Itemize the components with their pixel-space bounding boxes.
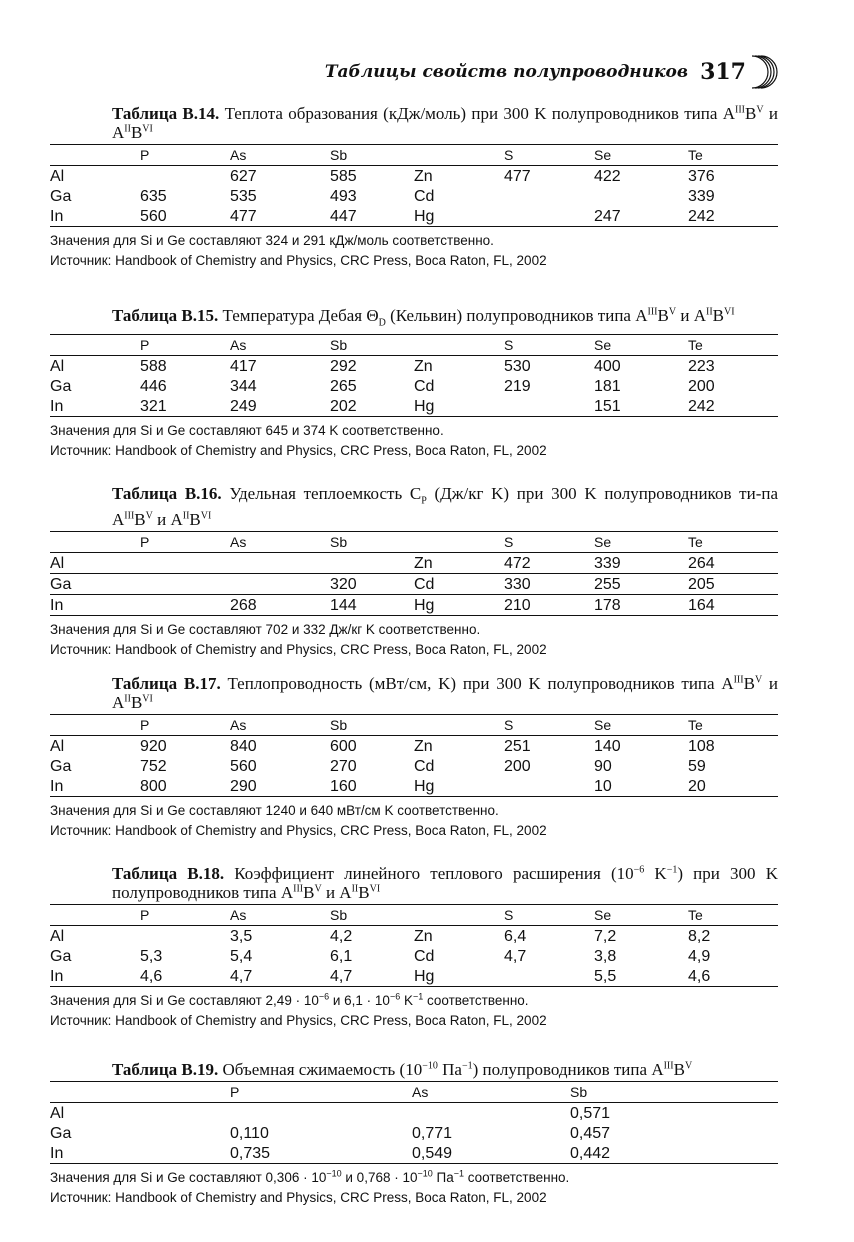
table-cell: 560	[140, 207, 167, 225]
column-header: Se	[594, 715, 688, 736]
table-row	[50, 1143, 778, 1164]
table-source: Источник: Handbook of Chemistry and Physics, CRC Press, Boca Raton, FL, 2002	[50, 1190, 547, 1205]
table-b19-block	[50, 1060, 778, 1208]
table-row	[50, 376, 778, 396]
table-b19	[50, 1081, 778, 1164]
table-label: Таблица B.17.	[112, 674, 221, 693]
table-row	[50, 946, 778, 966]
table-cell: 164	[688, 596, 715, 614]
table-cell: Ga	[50, 574, 140, 595]
table-label: Таблица B.15.	[112, 306, 219, 325]
table-cell: Hg	[414, 596, 435, 614]
table-row	[50, 966, 778, 987]
table-cell: 90	[594, 757, 612, 775]
table-b15-block	[50, 306, 778, 461]
table-row	[50, 356, 778, 377]
column-header: Sb	[330, 905, 414, 926]
table-cell: 585	[330, 167, 357, 185]
table-cell: 251	[504, 737, 531, 755]
table-b14-block	[50, 104, 778, 271]
table-cell: 247	[594, 207, 621, 225]
table-cell: Ga	[50, 1124, 72, 1142]
table-cell: 4,7	[330, 967, 353, 985]
column-header: S	[504, 145, 594, 166]
column-header: Te	[688, 335, 778, 356]
column-header: Te	[688, 145, 778, 166]
table-cell: Zn	[414, 737, 433, 755]
table-source: Источник: Handbook of Chemistry and Physics, CRC Press, Boca Raton, FL, 2002	[50, 443, 547, 459]
table-source: Источник: Handbook of Chemistry and Physics, CRC Press, Boca Raton, FL, 2002	[50, 823, 547, 838]
column-header: As	[412, 1082, 570, 1103]
table-row	[50, 396, 778, 417]
column-header: As	[230, 715, 330, 736]
table-cell: 140	[594, 737, 621, 755]
table-cell: 144	[330, 596, 357, 614]
table-cell	[504, 206, 594, 227]
table-cell	[504, 186, 594, 206]
table-cell: 202	[330, 397, 357, 415]
table-cell	[140, 166, 230, 187]
table-cell: 600	[330, 737, 357, 755]
column-header: P	[230, 1082, 412, 1103]
column-header: As	[230, 532, 330, 553]
table-label: Таблица B.19.	[112, 1060, 219, 1079]
column-header: As	[230, 905, 330, 926]
table-b17-caption: Таблица B.17. Теплопроводность (мВт/см, K) при 300 K полупроводников типа $A^{III}B^V$ и $A^{II}B^{VI}$	[112, 674, 779, 712]
table-cell: 242	[688, 397, 715, 415]
table-cell: In	[50, 1144, 64, 1162]
formula: $A^{III}B^V$ и $A^{II}B^{VI}$	[112, 510, 212, 530]
table-cell: 20	[688, 777, 706, 795]
column-header: Se	[594, 335, 688, 356]
table-cell: 242	[688, 207, 715, 225]
table-source: Источник: Handbook of Chemistry and Physics, CRC Press, Boca Raton, FL, 2002	[50, 642, 547, 658]
column-header	[414, 335, 504, 356]
formula: $A^{III}B^V$ и $A^{II}B^{VI}$	[112, 104, 778, 142]
table-note: Значения для Si и Ge составляют 1240 и 640 мВт/см K соответственно.	[50, 803, 499, 818]
table-cell	[594, 186, 688, 206]
table-cell: 268	[230, 596, 257, 614]
table-cell: 223	[688, 357, 715, 375]
table-b15-caption: Таблица B.15. Температура Дебая $\Theta_D$ (Кельвин) полупроводников типа $A^{III}B^V$ и $A^{II}B^{VI}$	[112, 306, 735, 329]
table-cell: 205	[688, 574, 778, 595]
formula: $A^{III}B^V$ и $A^{II}B^{VI}$	[635, 306, 735, 325]
table-cell: Al	[50, 927, 65, 945]
column-header: Se	[594, 532, 688, 553]
table-note: Значения для Si и Ge составляют 645 и 374 K соответственно.	[50, 423, 444, 439]
table-cell: 560	[230, 757, 257, 775]
table-b16	[50, 531, 778, 616]
table-row	[50, 595, 778, 616]
table-cell: 530	[504, 357, 531, 375]
table-cell: 270	[330, 757, 357, 775]
column-header: Sb	[330, 335, 414, 356]
table-cell: 10	[594, 777, 612, 795]
table-cell: 160	[330, 777, 357, 795]
table-cell: Zn	[414, 927, 433, 945]
table-cell: 151	[594, 397, 621, 415]
table-row	[50, 1123, 778, 1143]
table-row	[50, 736, 778, 757]
table-cell: 6,1	[330, 947, 353, 965]
table-cell	[140, 553, 230, 574]
table-b14-caption	[112, 104, 778, 142]
column-header	[414, 715, 504, 736]
table-cell	[230, 553, 330, 574]
column-header: As	[230, 145, 330, 166]
table-cell: 219	[504, 377, 531, 395]
table-cell: 264	[688, 553, 778, 574]
table-cell: 422	[594, 167, 621, 185]
table-cell	[330, 553, 414, 574]
table-cell: 800	[140, 777, 167, 795]
table-cell: 446	[140, 377, 167, 395]
table-row	[50, 1103, 778, 1124]
table-cell	[412, 1103, 570, 1124]
table-cell	[230, 1103, 412, 1124]
table-b14	[50, 144, 778, 227]
table-cell: 108	[688, 737, 715, 755]
table-cell: 0,110	[230, 1124, 269, 1142]
table-header-row	[50, 335, 778, 356]
table-cell: In	[50, 207, 64, 225]
table-row	[50, 776, 778, 797]
table-cell: 320	[330, 574, 414, 595]
table-cell	[504, 966, 594, 987]
table-cell: Ga	[50, 947, 72, 965]
table-cell: 178	[594, 596, 621, 614]
table-cell: In	[50, 967, 64, 985]
column-header	[414, 145, 504, 166]
table-cell: 417	[230, 357, 257, 375]
table-cell: Cd	[414, 187, 435, 205]
table-cell: Hg	[414, 777, 435, 795]
table-cell: 752	[140, 757, 167, 775]
table-cell	[140, 926, 230, 947]
table-cell: Cd	[414, 757, 435, 775]
table-cell: 0,771	[412, 1124, 453, 1142]
formula: $A^{III}B^V$ и $A^{II}B^{VI}$	[112, 674, 779, 712]
column-header	[414, 905, 504, 926]
table-header-row	[50, 145, 778, 166]
table-label: Таблица B.18.	[112, 864, 225, 883]
table-cell: 5,4	[230, 947, 253, 965]
column-header: S	[504, 905, 594, 926]
table-cell: 477	[504, 167, 531, 185]
table-cell	[504, 396, 594, 417]
column-header: Te	[688, 905, 778, 926]
table-cell: 4,2	[330, 927, 353, 945]
column-header	[50, 335, 140, 356]
column-header: Te	[688, 532, 778, 553]
table-header-row	[50, 1082, 778, 1103]
table-note: Значения для Si и Ge составляют $2,49 \cdot 10^{-6}$ и $6,1 \cdot 10^{-6}$ $K^{-1}$ соответственно.	[50, 991, 529, 1008]
table-cell: Cd	[414, 377, 435, 395]
table-cell: 7,2	[594, 927, 617, 945]
table-cell: 635	[140, 187, 167, 205]
table-cell: 8,2	[688, 927, 711, 945]
table-cell: 4,7	[230, 967, 253, 985]
table-note: Значения для Si и Ge составляют 324 и 291 кДж/моль соответственно.	[50, 233, 494, 248]
column-header: Sb	[330, 145, 414, 166]
table-cell: 400	[594, 357, 621, 375]
table-cell: Cd	[414, 574, 504, 595]
table-cell: Hg	[414, 397, 435, 415]
table-cell: 290	[230, 777, 257, 795]
table-cell: 840	[230, 737, 257, 755]
table-b17	[50, 714, 778, 797]
table-cell: Hg	[414, 967, 435, 985]
table-cell: 627	[230, 167, 257, 185]
table-cell	[140, 574, 230, 595]
table-source: Источник: Handbook of Chemistry and Physics, CRC Press, Boca Raton, FL, 2002	[50, 253, 547, 268]
table-cell: Al	[50, 357, 65, 375]
column-header: P	[140, 335, 230, 356]
table-cell: 200	[688, 377, 715, 395]
table-cell: Ga	[50, 187, 72, 205]
column-header	[414, 532, 504, 553]
table-note: Значения для Si и Ge составляют $0,306 \cdot 10^{-10}$ и $0,768 \cdot 10^{-10}$ $Па^{-1}$ соответственно.	[50, 1168, 570, 1185]
column-header: Te	[688, 715, 778, 736]
table-cell: In	[50, 596, 64, 614]
table-row	[50, 186, 778, 206]
column-header: P	[140, 145, 230, 166]
column-header: P	[140, 532, 230, 553]
column-header: P	[140, 715, 230, 736]
table-cell: 920	[140, 737, 167, 755]
table-cell: Ga	[50, 377, 72, 395]
table-cell: 181	[594, 377, 621, 395]
table-cell: 344	[230, 377, 257, 395]
table-cell: Ga	[50, 757, 72, 775]
table-cell: 5,5	[594, 967, 617, 985]
table-cell: In	[50, 777, 64, 795]
table-cell: Al	[50, 1104, 65, 1122]
table-cell: 200	[504, 757, 531, 775]
table-label: Таблица B.16.	[112, 484, 222, 503]
table-b18-block	[50, 864, 778, 1031]
column-header: S	[504, 335, 594, 356]
table-cell: 339	[594, 553, 688, 574]
table-b17-block	[50, 674, 778, 841]
table-cell: 4,9	[688, 947, 711, 965]
table-cell: In	[50, 397, 64, 415]
table-cell: 588	[140, 357, 167, 375]
table-cell: 493	[330, 187, 357, 205]
page-ornament-icon	[748, 52, 778, 92]
column-header	[50, 715, 140, 736]
table-cell: 3,5	[230, 927, 253, 945]
table-b18	[50, 904, 778, 987]
running-head	[325, 52, 778, 92]
table-cell	[140, 595, 230, 616]
table-cell: 4,6	[140, 967, 163, 985]
table-b16-caption: Таблица B.16. Удельная теплоемкость $C_P$ (Дж/кг K) при 300 K полупроводников ти-па $A^{III}B^V$ и $A^{II}B^{VI}$	[112, 484, 779, 530]
table-cell: Zn	[414, 167, 433, 185]
table-cell: 4,7	[504, 947, 527, 965]
table-cell: 4,6	[688, 967, 711, 985]
table-cell: 0,442	[570, 1144, 611, 1162]
table-cell: 59	[688, 757, 706, 775]
column-header	[50, 532, 140, 553]
table-cell: 376	[688, 167, 715, 185]
table-row	[50, 166, 778, 187]
table-cell: 477	[230, 207, 257, 225]
table-cell: 3,8	[594, 947, 617, 965]
table-cell	[504, 776, 594, 797]
table-row	[50, 206, 778, 227]
table-header-row	[50, 905, 778, 926]
table-cell: 265	[330, 377, 357, 395]
table-source: Источник: Handbook of Chemistry and Physics, CRC Press, Boca Raton, FL, 2002	[50, 1013, 547, 1028]
column-header: S	[504, 715, 594, 736]
table-header-row	[50, 532, 778, 553]
table-cell: Al	[50, 553, 140, 574]
running-title: Таблицы свойств полупроводников	[324, 62, 689, 82]
table-cell: 535	[230, 187, 257, 205]
table-row	[50, 574, 778, 595]
column-header	[50, 145, 140, 166]
table-cell: Al	[50, 737, 65, 755]
table-row	[50, 756, 778, 776]
table-cell: 447	[330, 207, 357, 225]
table-cell: 0,571	[570, 1104, 611, 1122]
table-cell: Cd	[414, 947, 435, 965]
page-number: 317	[700, 59, 746, 85]
table-row	[50, 553, 778, 574]
table-cell: 249	[230, 397, 257, 415]
table-cell: 0,735	[230, 1144, 271, 1162]
table-b19-caption: Таблица B.19. Объемная сжимаемость ($10^{-10}$ $Па^{-1}$) полупроводников типа $A^{III}B^V$	[112, 1060, 693, 1079]
column-header: S	[504, 532, 594, 553]
table-cell	[230, 574, 330, 595]
caption-text: Теплота образования (кДж/моль) при 300 K полупроводников типа	[219, 104, 718, 123]
column-header: Sb	[330, 532, 414, 553]
column-header	[50, 905, 140, 926]
formula: $A^{III}B^V$	[651, 1060, 693, 1079]
table-cell: 0,549	[412, 1144, 453, 1162]
column-header: Se	[594, 145, 688, 166]
table-row	[50, 926, 778, 947]
table-cell: 339	[688, 187, 715, 205]
table-cell: 292	[330, 357, 357, 375]
table-cell: 6,4	[504, 927, 527, 945]
table-cell: 472	[504, 553, 594, 574]
table-note: Значения для Si и Ge составляют 702 и 332 Дж/кг K соответственно.	[50, 622, 481, 638]
table-cell: 255	[594, 574, 688, 595]
table-cell: 330	[504, 574, 594, 595]
column-header: As	[230, 335, 330, 356]
table-cell: 0,457	[570, 1124, 611, 1142]
column-header: Sb	[330, 715, 414, 736]
table-b18-caption: Таблица B.18. Коэффициент линейного теплового расширения ($10^{-6}$ $K^{-1}$) при 300 K полупроводников типа $A^{III}B^V$ и $A^{II}B^{VI}$	[112, 864, 778, 902]
table-cell: Al	[50, 167, 65, 185]
table-cell: Zn	[414, 553, 504, 574]
table-header-row	[50, 715, 778, 736]
column-header	[50, 1082, 230, 1103]
table-cell: Hg	[414, 207, 435, 225]
table-b15	[50, 334, 778, 417]
table-cell: 321	[140, 397, 167, 415]
column-header: P	[140, 905, 230, 926]
formula: $A^{III}B^V$ и $A^{II}B^{VI}$	[280, 883, 381, 902]
table-cell: 5,3	[140, 947, 163, 965]
table-label: Таблица B.14.	[112, 104, 220, 123]
column-header: Se	[594, 905, 688, 926]
table-cell: Zn	[414, 357, 433, 375]
table-cell: 210	[504, 596, 531, 614]
table-b16-block	[50, 484, 778, 660]
column-header: Sb	[570, 1082, 778, 1103]
